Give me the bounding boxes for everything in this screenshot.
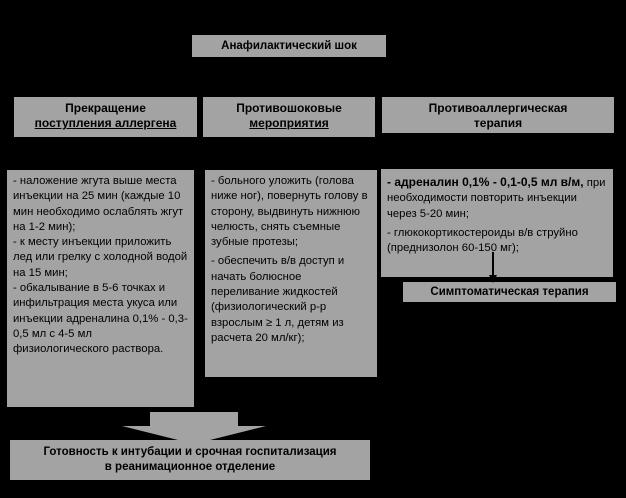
adrenaline-dose: - адреналин 0,1% - 0,1-0,5 мл в/м, [387,175,584,189]
arrowhead-to-symptomatic [489,275,497,283]
column-heading-antiallergic-line2: терапия [473,116,523,130]
allergen-measure-item: - обкалывание в 5-6 точках и инфильтрация места укуса или инъекции адреналина 0,1% - 0,3-0,5 мл с 4-5 мл физиологического раствора. [13,282,188,356]
column-heading-antishock-line1: Противошоковые [236,101,342,115]
antishock-measure-item: - больного уложить (голова ниже ног), повернуть голову в сторону, выдвинуть нижнюю челюсть, снять съемные зубные протезы; [211,175,368,249]
column-heading-antishock-line2: мероприятия [249,116,329,130]
column-heading-allergen-line1: Прекращение [65,101,146,115]
symptomatic-therapy-text: Симптоматическая терапия [430,286,589,298]
readiness-line1: Готовность к интубации и срочная госпитализация [43,446,337,458]
allergen-measure-item: - наложение жгута выше места инъекции на 25 мин (каждые 10 мин необходимо ослаблять жгут на 1-2 мин); [13,175,184,233]
diagram-title-text: Анафилактический шок [221,40,357,52]
allergen-measure-item: - к месту инъекции приложить лед или грелку с холодной водой на 15 мин; [13,236,188,279]
down-arrow-to-readiness [122,412,266,444]
column-heading-antiallergic-line1: Противоаллергическая [428,101,568,115]
antishock-measure-item: - обеспечить в/в доступ и начать болюсное переливание жидкостей (физиологический р-р взрослым ≥ 1 л, детям из расчета 20 мл/кг); [211,255,345,344]
adrenaline-repeat: при необходимости повторить инъекции через 5-20 мин; [387,177,606,220]
readiness-line2: в реанимационное отделение [104,461,276,473]
column-heading-allergen-line2: поступления аллергена [34,116,177,130]
glucocorticoid-item: - глюкокортикостероиды в/в струйно (преднизолон 60-150 мг); [387,226,578,255]
